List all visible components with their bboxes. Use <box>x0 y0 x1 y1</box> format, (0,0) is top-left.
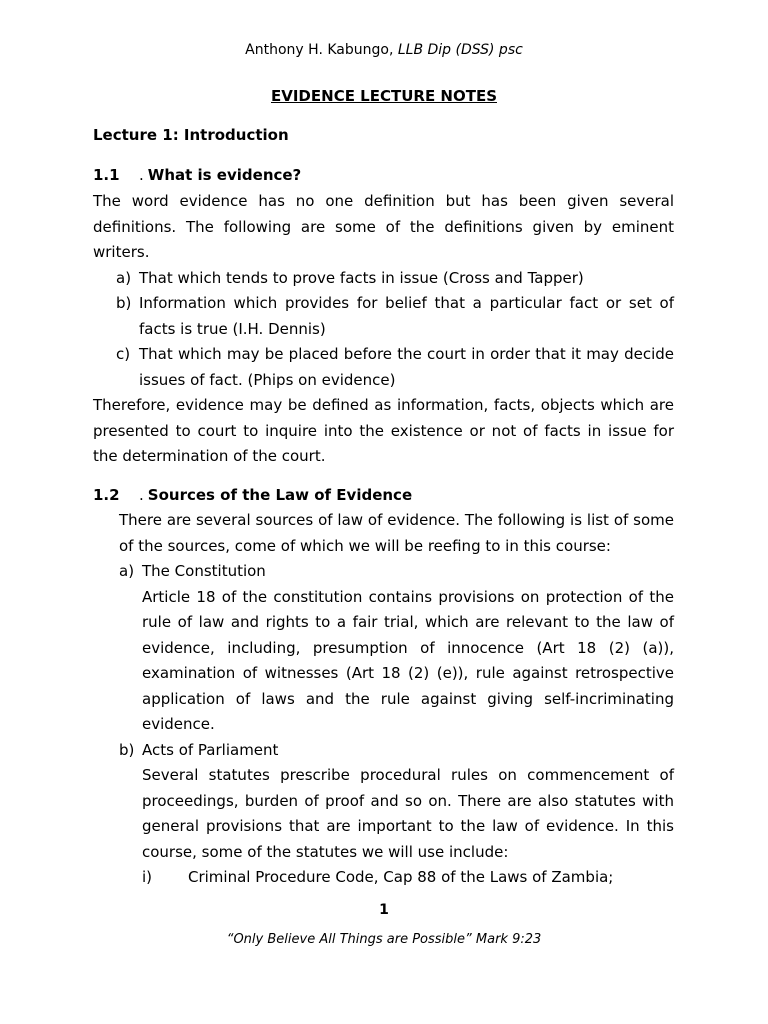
list-item <box>93 342 674 393</box>
section-1-1-body <box>93 189 674 470</box>
page-number: 1 <box>379 902 389 918</box>
section-title: What is evidence? <box>147 166 302 184</box>
section-1-2-body <box>119 508 674 891</box>
header-author: Anthony H. Kabungo, <box>245 42 394 58</box>
section-number: 1.1 <box>93 166 120 184</box>
section-dot: . <box>139 486 144 504</box>
section-title: Sources of the Law of Evidence <box>147 486 413 504</box>
definitions-list <box>93 266 674 394</box>
section-1-2-heading <box>93 486 412 504</box>
list-item-text: That which may be placed before the court in order that it may decide issues of fact. (Phips on evidence) <box>139 345 674 389</box>
document-title: EVIDENCE LECTURE NOTES <box>271 87 497 105</box>
section-number: 1.2 <box>93 486 120 504</box>
list-marker: c) <box>116 345 131 363</box>
section-1-1-heading <box>93 166 301 184</box>
list-marker: b) <box>116 294 132 312</box>
section-1-2-intro: There are several sources of law of evidence. The following is list of some of the sources, come of which we will be reefing to in this course: <box>119 511 674 555</box>
list-marker: b) <box>119 740 135 759</box>
list-marker: i) <box>142 868 153 886</box>
source-title: Acts of Parliament <box>142 740 279 759</box>
section-1-1-intro: The word evidence has no one definition but has been given several definitions. The following are some of the definitions given by eminent writers. <box>93 192 674 261</box>
page-header <box>0 41 768 59</box>
page-footer: “Only Believe All Things are Possible” Mark 9:23 <box>226 932 542 947</box>
list-item-text: That which tends to prove facts in issue (Cross and Tapper) <box>139 268 584 287</box>
source-item-acts <box>119 738 674 866</box>
source-body: Several statutes prescribe procedural rules on commencement of proceedings, burden of proof and so on. There are also statutes with general provisions that are important to the law of evidence. In this course, some of the statutes we will use include: <box>142 766 674 861</box>
source-title: The Constitution <box>142 562 266 580</box>
list-marker: a) <box>119 562 135 580</box>
section-dot: . <box>139 166 144 184</box>
lecture-heading: Lecture 1: Introduction <box>93 126 289 144</box>
list-item <box>93 266 674 292</box>
source-item-constitution <box>119 559 674 738</box>
list-marker: a) <box>116 268 132 287</box>
header-credentials: LLB Dip (DSS) psc <box>397 42 523 58</box>
section-1-1-conclusion: Therefore, evidence may be defined as information, facts, objects which are presented to court to inquire into the existence or not of facts in issue for the determination of the court. <box>93 396 674 465</box>
list-item <box>93 291 674 342</box>
statute-text: Criminal Procedure Code, Cap 88 of the Laws of Zambia; <box>188 868 614 886</box>
statute-item <box>119 865 674 891</box>
source-body: Article 18 of the constitution contains provisions on protection of the rule of law and rights to a fair trial, which are relevant to the law of evidence, including, presumption of innocence (Art 18 (2) (a)), examination of witnesses (Art 18 (2) (e)), rule against retrospective application of laws and the rule against giving self-incriminating evidence. <box>142 587 674 733</box>
list-item-text: Information which provides for belief that a particular fact or set of facts is true (I.H. Dennis) <box>139 294 674 338</box>
